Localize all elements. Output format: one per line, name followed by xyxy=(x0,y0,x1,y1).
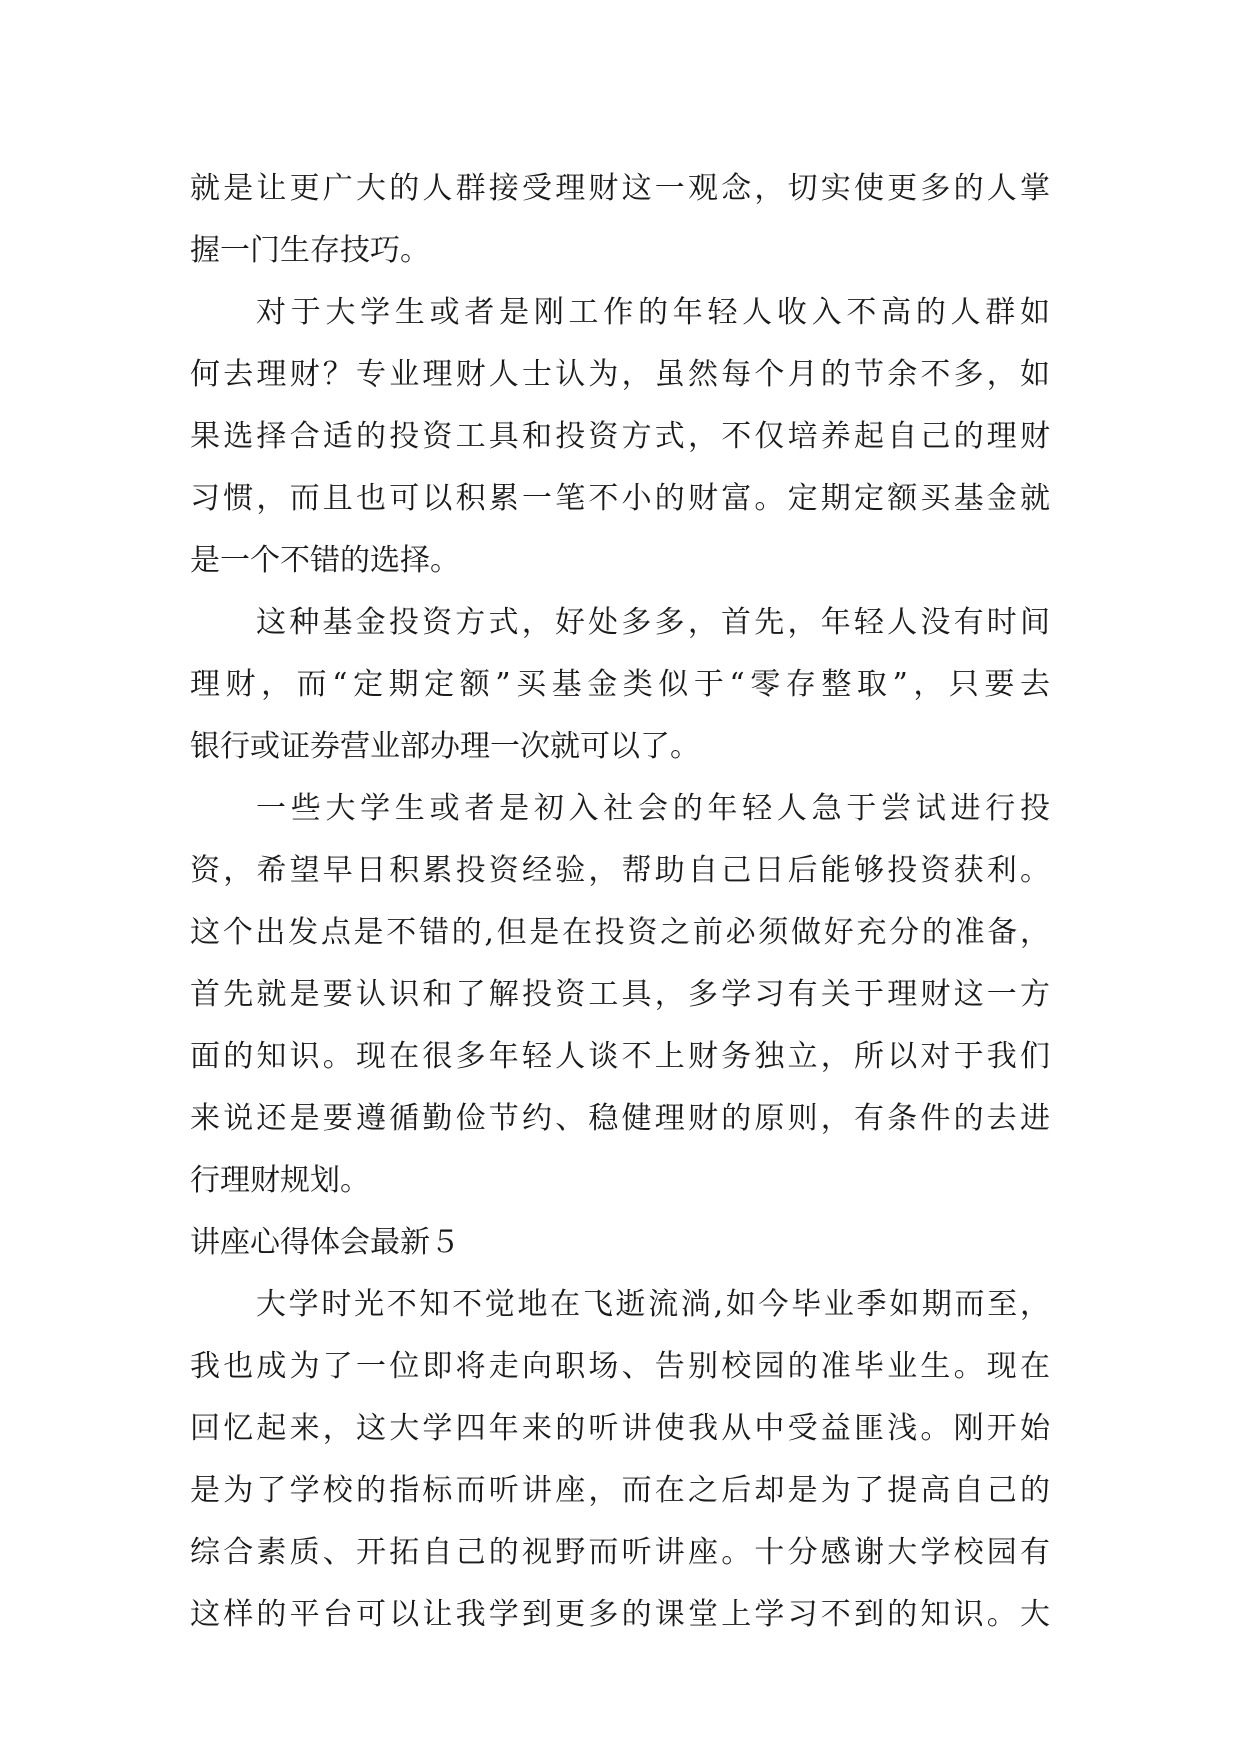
text-line: 首先就是要认识和了解投资工具，多学习有关于理财这一方 xyxy=(190,977,1050,1012)
text-line: 何去理财？专业理财人士认为，虽然每个月的节余不多，如 xyxy=(190,357,1050,392)
text-line: 这种基金投资方式，好处多多，首先，年轻人没有时间 xyxy=(256,605,1050,640)
text-line: 综合素质、开拓自己的视野而听讲座。十分感谢大学校园有 xyxy=(190,1535,1050,1570)
text-line: 对于大学生或者是刚工作的年轻人收入不高的人群如 xyxy=(256,295,1050,330)
text-line: 面的知识。现在很多年轻人谈不上财务独立，所以对于我们 xyxy=(190,1039,1050,1074)
text-line: 是一个不错的选择。 xyxy=(190,543,460,578)
text-line: 是为了学校的指标而听讲座，而在之后却是为了提高自己的 xyxy=(190,1473,1050,1508)
text-line: 行理财规划。 xyxy=(190,1163,370,1198)
text-line: 这个出发点是不错的,但是在投资之前必须做好充分的准备， xyxy=(190,915,1050,950)
text-line: 来说还是要遵循勤俭节约、稳健理财的原则，有条件的去进 xyxy=(190,1101,1050,1136)
text-line: 大学时光不知不觉地在飞逝流淌,如今毕业季如期而至， xyxy=(256,1287,1050,1322)
paragraph xyxy=(190,282,1050,592)
text-line: 这样的平台可以让我学到更多的课堂上学习不到的知识。大 xyxy=(190,1597,1050,1632)
section-heading: 讲座心得体会最新５ xyxy=(190,1225,460,1260)
text-line: 我也成为了一位即将走向职场、告别校园的准毕业生。现在 xyxy=(190,1349,1050,1384)
text-line: 习惯，而且也可以积累一笔不小的财富。定期定额买基金就 xyxy=(190,481,1050,516)
document-body xyxy=(190,158,1050,1646)
paragraph xyxy=(190,592,1050,778)
text-line: 资，希望早日积累投资经验，帮助自己日后能够投资获利。 xyxy=(190,853,1050,888)
paragraph xyxy=(190,778,1050,1212)
paragraph xyxy=(190,158,1050,282)
text-line: 握一门生存技巧。 xyxy=(190,233,430,268)
text-line: 回忆起来，这大学四年来的听讲使我从中受益匪浅。刚开始 xyxy=(190,1411,1050,1446)
text-line: 理财，而“定期定额”买基金类似于“零存整取”，只要去 xyxy=(190,667,1050,702)
paragraph xyxy=(190,1274,1050,1646)
text-line: 银行或证券营业部办理一次就可以了。 xyxy=(190,729,700,764)
text-line: 一些大学生或者是初入社会的年轻人急于尝试进行投 xyxy=(256,791,1050,826)
text-line: 就是让更广大的人群接受理财这一观念，切实使更多的人掌 xyxy=(190,171,1050,206)
text-line: 果选择合适的投资工具和投资方式，不仅培养起自己的理财 xyxy=(190,419,1050,454)
